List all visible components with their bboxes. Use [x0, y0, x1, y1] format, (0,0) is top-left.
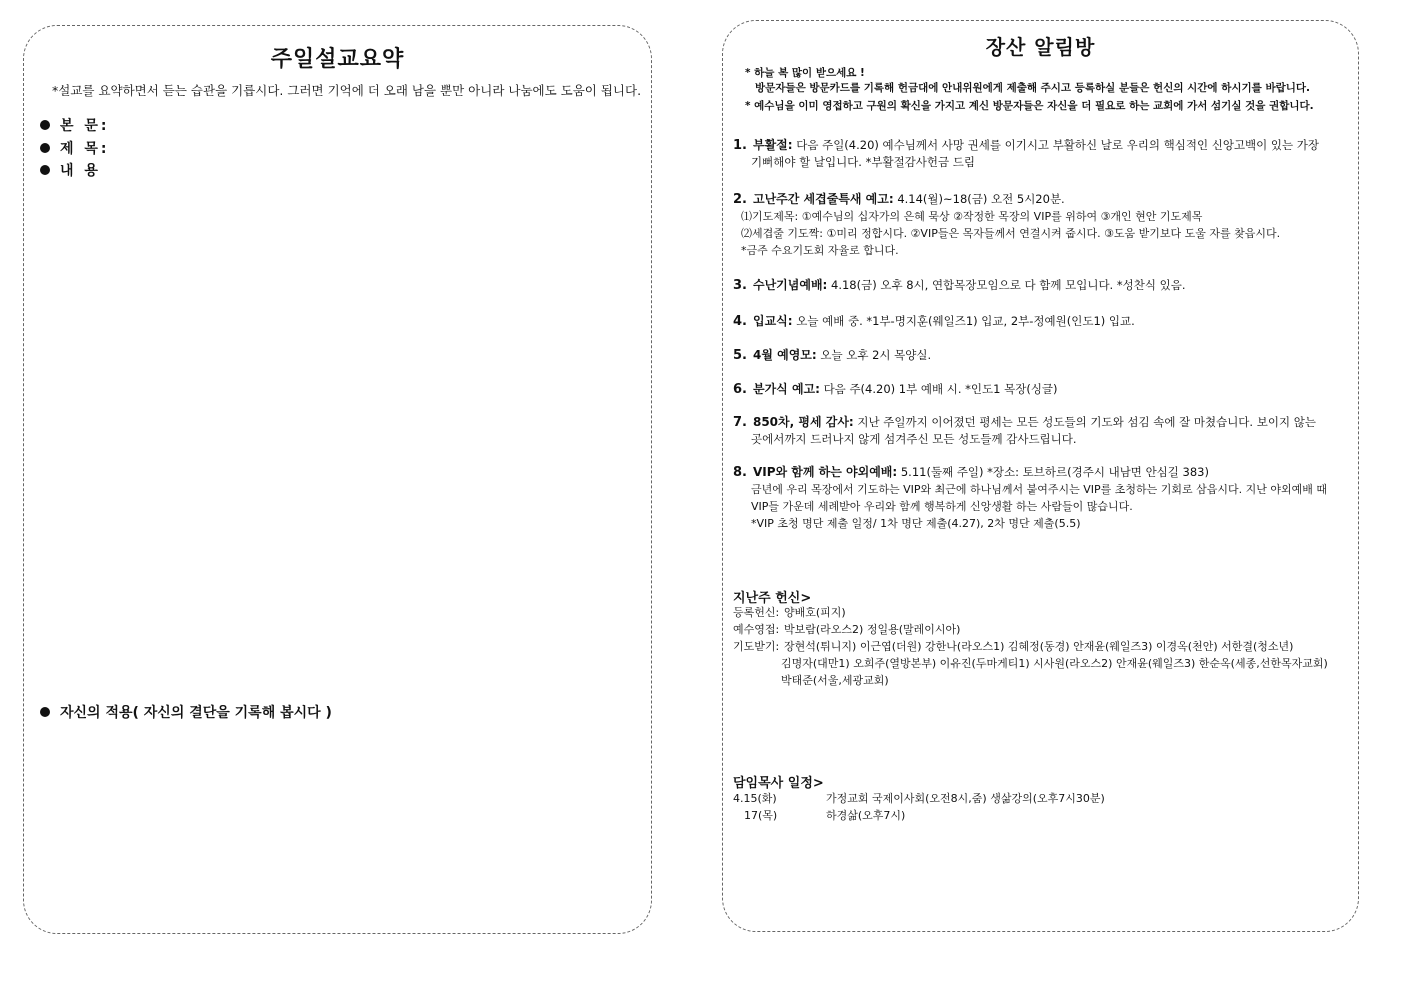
announcement-item: 5. 4월 예영모: 오늘 오후 2시 목양실. — [733, 348, 932, 363]
announcement-item: 3. 수난기념예배: 4.18(금) 오후 8시, 연합목장모임으로 다 함께 모입니다. *성찬식 있음. — [733, 278, 1186, 293]
bullet-icon — [40, 165, 50, 175]
notice-line: 방문자들은 방문카드를 기록해 헌금대에 안내위원에게 제출해 주시고 등록하실 분들은 헌신의 시간에 하시기를 바랍니다. — [755, 82, 1311, 94]
announcement-item: 2. 고난주간 세겹줄특새 예고: 4.14(월)~18(금) 오전 5시20분. ⑴기도제목: ①예수님의 십자가의 은혜 묵상 ②작정한 목장의 VIP를 위하여 ③개인 현안 기도제목 ⑵세겹줄 기도짝: ①미리 정합시다. ②VIP들은 목자들께서 연결시켜 줍시다. ③도움 받기보다 도울 자를 찾읍시다. *금주 수요기도회 자율로 합니다. — [733, 192, 1281, 257]
sermon-summary-panel — [23, 25, 652, 934]
offering-prayer-line: 장현석(튀니지) 이근엽(더원) 강한나(라오스1) 김혜정(동경) 안재윤(웨일즈3) 이경옥(천안) 서한결(청소년) — [784, 640, 1294, 653]
field-application: 자신의 적용( 자신의 결단을 기록해 봅시다 ) — [40, 702, 332, 722]
offering-register: 양배호(피지) — [784, 606, 846, 619]
offering-welcome: 박보람(라오스2) 정일용(말레이시아) — [784, 623, 961, 636]
field-title: 제 목: — [40, 138, 110, 158]
bullet-icon — [40, 143, 50, 153]
announcement-item: 1. 부활절: 다음 주일(4.20) 예수님께서 사망 권세를 이기시고 부활하신 날로 우리의 핵심적인 신앙고백이 있는 가장 기뻐해야 할 날입니다. *부활절감사헌금 드림 — [733, 138, 1320, 169]
offering-title: 지난주 헌신> — [733, 591, 812, 606]
sermon-summary-note: *설교를 요약하면서 듣는 습관을 기릅시다. 그러면 기억에 더 오래 남을 뿐만 아니라 나눔에도 도움이 됩니다. — [52, 83, 642, 98]
announcement-item: 6. 분가식 예고: 다음 주(4.20) 1부 예배 시. *인도1 목장(싱글) — [733, 382, 1058, 397]
bullet-icon — [40, 707, 50, 717]
sermon-summary-title: 주일설교요약 — [270, 47, 405, 72]
schedule-text: 하경삶(오후7시) — [826, 809, 906, 822]
offering-prayer-label: 기도받기: — [733, 640, 780, 653]
announcement-item: 8. VIP와 함께 하는 야외예배: 5.11(둘째 주일) *장소: 토브하르(경주시 내남면 안심길 383) 금년에 우리 목장에서 기도하는 VIP와 최근에 하나님께서 붙여주시는 VIP를 초청하는 기회로 삼읍시다. 지난 야외예배 때 VIP들 가운데 세례받아 우리와 함께 행복하게 신앙생활 하는 사람들이 많습니다. *VIP 초청 명단 제출 일정/ 1차 명단 제출(4.27), 2차 명단 제출(5.5) — [733, 465, 1328, 530]
schedule-text: 가정교회 국제이사회(오전8시,줌) 생삶강의(오후7시30분) — [826, 792, 1105, 805]
bullet-icon — [40, 120, 50, 130]
offering-prayer-line: 박태준(서울,세광교회) — [781, 674, 889, 687]
announcement-item: 4. 입교식: 오늘 예배 중. *1부-명지훈(웨일즈1) 입교, 2부-정예원(인도1) 입교. — [733, 314, 1135, 329]
schedule-date: 4.15(화) — [733, 792, 777, 805]
field-content: 내 용 — [40, 160, 101, 180]
offering-welcome-label: 예수영접: — [733, 623, 780, 636]
announcements-panel — [722, 20, 1359, 932]
field-scripture: 본 문: — [40, 115, 110, 135]
schedule-date: 17(목) — [744, 809, 778, 822]
schedule-title: 담임목사 일정> — [733, 776, 824, 791]
offering-register-label: 등록헌신: — [733, 606, 780, 619]
announcement-item: 7. 850차, 평세 감사: 지난 주일까지 이어졌던 평세는 모든 성도들의 기도와 섬김 속에 잘 마쳤습니다. 보이지 않는 곳에서까지 드러나지 않게 섬겨주신 모든 성도들께 감사드립니다. — [733, 415, 1316, 446]
notice-line: * 예수님을 이미 영접하고 구원의 확신을 가지고 계신 방문자들은 자신을 더 필요로 하는 교회에 가서 섬기실 것을 권합니다. — [745, 100, 1314, 112]
announcements-title: 장산 알림방 — [985, 35, 1096, 59]
offering-prayer-line: 김명자(대만1) 오희주(열방본부) 이유진(두마게티1) 시사원(라오스2) 안재윤(웨일즈3) 한순옥(세종,선한목자교회) — [781, 657, 1328, 670]
notice-line: * 하늘 복 많이 받으세요 ! — [745, 67, 865, 79]
